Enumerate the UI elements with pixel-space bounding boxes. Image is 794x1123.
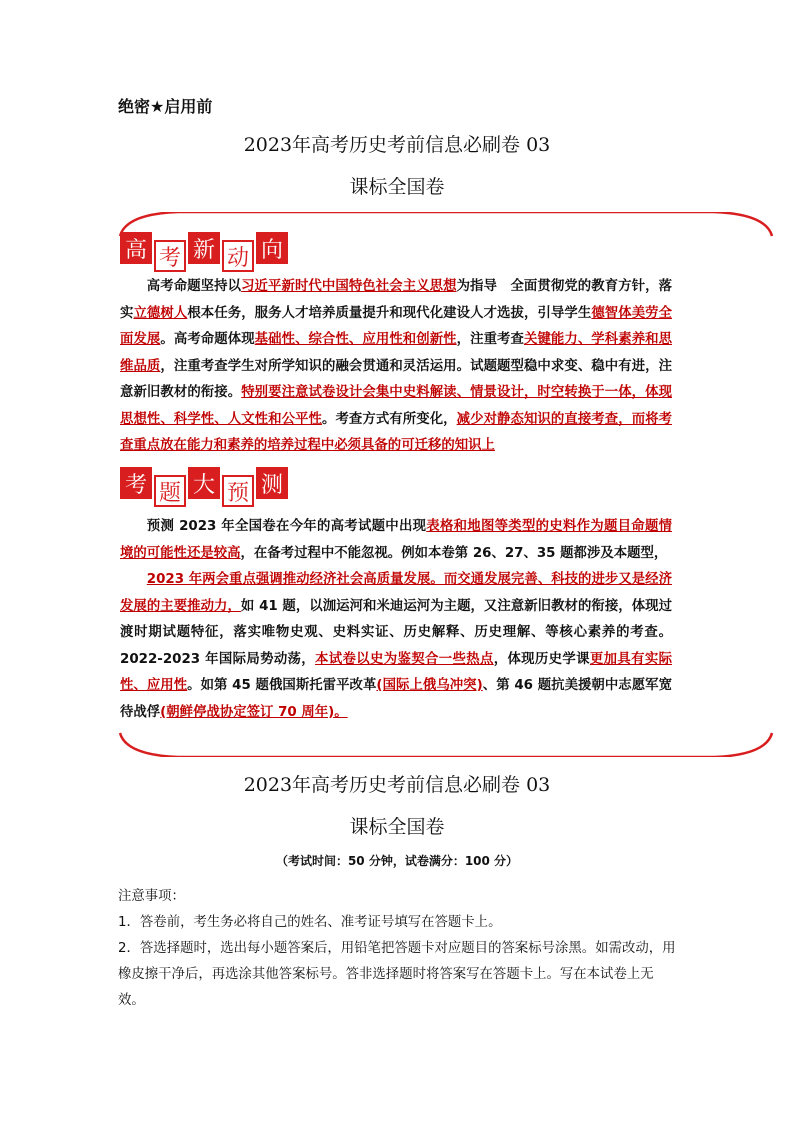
highlighted-text: 2023 年两会重点强调推动经济社会高质量发展。而交通发展完善、科技的进步又是经济发展的主要推动力， bbox=[120, 572, 672, 614]
highlighted-text: 立德树人 bbox=[133, 305, 188, 321]
frame-bottom-curve bbox=[120, 733, 772, 757]
text-segment: 为指导 全面贯彻党的教育方针，落实 bbox=[120, 279, 672, 321]
text-segment: ，在备考过程中不能忽视。例如本卷第 26、27、35 题都涉及本题型， bbox=[240, 545, 668, 561]
text-segment: ，体现历史学课 bbox=[493, 651, 590, 667]
section-heading-new-trends bbox=[120, 232, 290, 272]
text-segment: 预测 2023 年全国卷在今年的高考试题中出现 bbox=[146, 519, 427, 534]
highlighted-text: 表格和地图等类型的史料作为题目命题情境的可能性还是较高 bbox=[120, 519, 673, 561]
highlighted-text: 减少对静态知识的直接考查，而将考查重点放在能力和素养的培养过程中必须具备的可迁移的知识上 bbox=[120, 411, 673, 453]
exam-time-info: （考试时间：50 分钟，试卷满分：100 分） bbox=[275, 854, 519, 868]
exam-title: 2023年高考历史考前信息必刷卷 03 bbox=[243, 774, 551, 796]
heading-tile: 向 bbox=[256, 232, 288, 264]
page-title: 2023年高考历史考前信息必刷卷 03 bbox=[243, 134, 551, 156]
text-segment: 如 41 题，以泇运河和米迪运河为主题，又注意新旧教材的衔接，体现过渡时期试题特征，落实唯物史观、史料实证、历史解释、历史理解、等核心素养的考查。2022-2023 年国际局势动荡， bbox=[120, 598, 672, 667]
section2-paragraph-1 bbox=[120, 514, 672, 567]
text-segment: ，注重考查学生对所学知识的融会贯通和灵活运用。试题题型稳中求变、稳中有进，注意新旧教材的衔接。 bbox=[120, 358, 673, 400]
section-heading-prediction bbox=[120, 467, 290, 507]
text-segment: 根本任务，服务人才培养质量提升和现代化建设人才选拔，引导学生 bbox=[187, 305, 592, 321]
highlighted-text: (朝鲜停战协定签订 70 周年)。 bbox=[160, 704, 348, 720]
heading-tile: 高 bbox=[120, 232, 152, 264]
notes-title: 注意事项： bbox=[118, 889, 185, 904]
section2-paragraph-2 bbox=[120, 567, 672, 726]
page-subtitle: 课标全国卷 bbox=[349, 176, 445, 198]
text-segment: 、第 46 题抗美援朝中志愿军宽待战俘 bbox=[120, 678, 672, 720]
text-segment: ，注重考查 bbox=[456, 332, 524, 347]
text-segment: 。高考命题体现 bbox=[160, 332, 255, 347]
text-segment: 高考命题坚持以 bbox=[146, 279, 242, 294]
note-item: 2．答选择题时，选出每小题答案后，用铅笔把答题卡对应题目的答案标号涂黑。如需改动，用橡皮擦干净后，再选涂其他答案标号。答非选择题时将答案写在答题卡上。写在本试卷上无效。 bbox=[118, 941, 676, 1008]
heading-tile: 大 bbox=[188, 467, 220, 499]
notes-block bbox=[118, 884, 678, 1014]
highlighted-text: 更加具有实际性、应用性 bbox=[120, 651, 673, 693]
highlighted-text: (国际上俄乌冲突) bbox=[376, 678, 483, 693]
heading-tile: 测 bbox=[256, 467, 288, 499]
section1-paragraph bbox=[120, 274, 672, 460]
heading-tile: 预 bbox=[222, 475, 254, 507]
text-segment: 。如第 45 题俄国斯托雷平改革 bbox=[187, 678, 377, 693]
highlighted-text: 德智体美劳全面发展 bbox=[120, 305, 673, 347]
heading-tile: 题 bbox=[154, 475, 186, 507]
highlighted-text: 基础性、综合性、应用性和创新性 bbox=[254, 332, 457, 347]
heading-tile: 动 bbox=[222, 240, 254, 272]
highlighted-text: 关键能力、学科素养和思维品质 bbox=[120, 332, 673, 374]
highlighted-text: 本试卷以史为鉴契合一些热点 bbox=[315, 651, 494, 667]
text-segment: 。考查方式有所变化， bbox=[321, 411, 457, 427]
heading-tile: 新 bbox=[188, 232, 220, 264]
heading-tile: 考 bbox=[154, 240, 186, 272]
highlighted-text: 特别要注意试卷设计会集中史料解读、情景设计，时空转换于一体，体现思想性、科学性、人文性和公平性 bbox=[120, 385, 672, 427]
exam-subtitle: 课标全国卷 bbox=[349, 816, 445, 838]
secret-label: 绝密★启用前 bbox=[118, 97, 213, 116]
heading-tile: 考 bbox=[120, 467, 152, 499]
note-item: 1．答卷前，考生务必将自己的姓名、准考证号填写在答题卡上。 bbox=[118, 915, 502, 930]
highlighted-text: 习近平新时代中国特色社会主义思想 bbox=[241, 279, 457, 294]
